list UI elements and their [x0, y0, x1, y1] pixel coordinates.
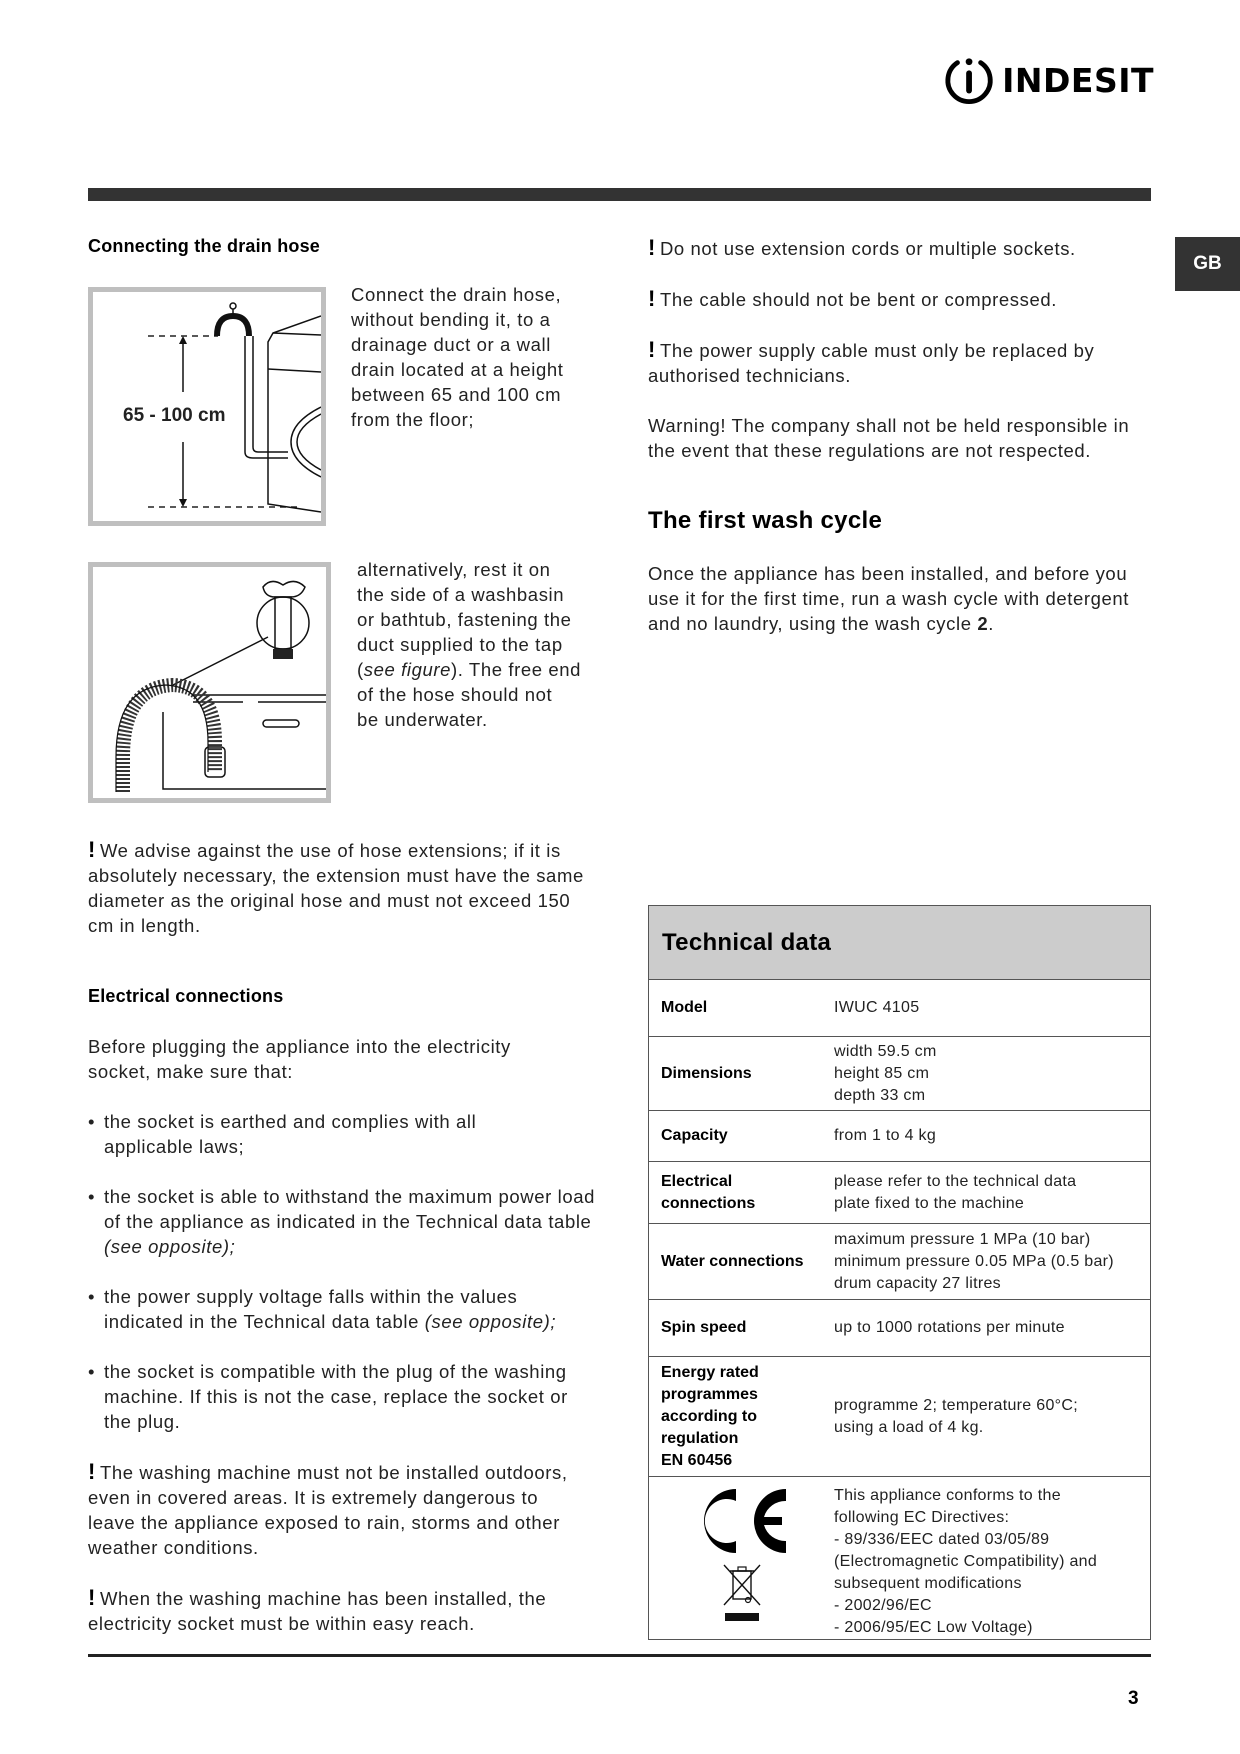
- table-row-conformity: [649, 1477, 1150, 1639]
- see-opposite-reference: (see opposite);: [424, 1311, 557, 1332]
- value-line: from 1 to 4 kg: [834, 1127, 937, 1144]
- text-line: the side of a washbasin: [357, 584, 565, 605]
- warning-exclamation-icon: !: [88, 1585, 96, 1610]
- washbasin-figure: [88, 562, 331, 803]
- warning-exclamation-icon: !: [88, 837, 96, 862]
- row-label: [649, 1063, 834, 1085]
- value-line: plate fixed to the machine: [834, 1194, 1025, 1212]
- language-tab-label: GB: [1193, 253, 1222, 274]
- label-line: Energy rated: [661, 1363, 759, 1381]
- value-line: subsequent modifications: [834, 1575, 1022, 1592]
- text-line: be underwater.: [357, 709, 488, 730]
- label-line: Water connections: [661, 1252, 804, 1270]
- warning-exclamation-icon: !: [648, 286, 656, 311]
- page-number: 3: [1128, 1688, 1139, 1709]
- label-line: Dimensions: [661, 1064, 752, 1082]
- text-fragment: ). The free end: [451, 659, 582, 680]
- cable-bend-warning: [648, 286, 1158, 312]
- value-line: using a load of 4 kg.: [834, 1418, 984, 1436]
- value-line: - 2006/95/EC Low Voltage): [834, 1619, 1033, 1636]
- warning-text: We advise against the use of hose extensions; if it is absolutely necessary, the extension must have the same diameter as the original hose and must not exceed 150 cm in length.: [88, 840, 584, 936]
- table-row-dimensions: [649, 1037, 1150, 1111]
- checklist-text: the socket is earthed and complies with all applicable laws;: [104, 1111, 477, 1157]
- washbasin-instructions: [357, 557, 597, 732]
- value-line: depth 33 cm: [834, 1086, 926, 1104]
- label-line: Electrical: [661, 1172, 733, 1190]
- conformity-marks: [649, 1485, 834, 1625]
- label-line: Model: [661, 999, 708, 1016]
- electrical-section: [88, 1034, 598, 1661]
- socket-reach-warning: [88, 1585, 598, 1636]
- row-value: [834, 1125, 1150, 1147]
- value-line: up to 1000 rotations per minute: [834, 1319, 1065, 1336]
- text-line: Connect the drain hose,: [351, 284, 562, 305]
- row-value: [834, 1171, 1150, 1215]
- technical-data-title: Technical data: [662, 928, 832, 956]
- technical-data-table: [648, 905, 1151, 1640]
- label-line: connections: [661, 1194, 756, 1212]
- value-line: following EC Directives:: [834, 1509, 1010, 1526]
- indesit-logo: [944, 52, 1154, 108]
- value-line: height 85 cm: [834, 1064, 930, 1082]
- table-row-water: [649, 1224, 1150, 1300]
- indesit-i-logo-icon: [944, 54, 994, 106]
- row-value: [834, 1041, 1150, 1107]
- value-line: IWUC 4105: [834, 999, 920, 1016]
- weee-crossed-bin-icon: [720, 1563, 764, 1625]
- warning-text: The power supply cable must only be replaced by authorised technicians.: [648, 340, 1095, 386]
- value-line: - 2002/96/EC: [834, 1597, 932, 1614]
- table-row-energy: [649, 1357, 1150, 1477]
- value-line: - 89/336/EEC dated 03/05/89: [834, 1531, 1050, 1548]
- text-fragment: (: [357, 659, 364, 680]
- table-row-capacity: [649, 1111, 1150, 1162]
- brand-name: INDESIT: [1002, 60, 1154, 100]
- warning-text: The cable should not be bent or compressed.: [659, 289, 1057, 310]
- row-label: [649, 1362, 834, 1472]
- checklist-item: [88, 1359, 589, 1434]
- technical-data-header: [649, 906, 1150, 980]
- checklist-item: [88, 1184, 598, 1259]
- cable-replacement-warning: [648, 337, 1138, 388]
- label-line: according to: [661, 1407, 758, 1425]
- first-wash-text: [648, 561, 1143, 636]
- checklist-text: the socket is able to withstand the maximum power load of the appliance as indicated in the Technical data table: [104, 1186, 596, 1232]
- header-rule: [88, 188, 1151, 201]
- outdoor-warning: [88, 1459, 568, 1560]
- value-line: drum capacity 27 litres: [834, 1274, 1001, 1292]
- electrical-intro: Before plugging the appliance into the electricity socket, make sure that:: [88, 1036, 511, 1082]
- table-row-electrical: [649, 1162, 1150, 1224]
- label-line: EN 60456: [661, 1451, 733, 1469]
- row-value: [834, 997, 1150, 1019]
- row-value: [834, 1395, 1150, 1439]
- text-line: duct supplied to the tap: [357, 634, 563, 655]
- row-label: [649, 1251, 834, 1273]
- table-row-model: [649, 980, 1150, 1037]
- conformity-text: [834, 1485, 1150, 1639]
- first-wash-instructions: Once the appliance has been installed, and before you use it for the first time, run a wash cycle with detergent and no laundry, using the wash cycle: [648, 563, 1130, 634]
- checklist-text: the socket is compatible with the plug of the washing machine. If this is not the case, replace the socket or the plug.: [104, 1361, 568, 1432]
- power-warnings: [648, 235, 1158, 488]
- checklist-item: [88, 1284, 594, 1334]
- value-line: width 59.5 cm: [834, 1042, 937, 1060]
- value-line: programme 2; temperature 60°C;: [834, 1396, 1078, 1414]
- text-line: between 65 and 100 cm: [351, 384, 562, 405]
- liability-disclaimer: Warning! The company shall not be held responsible in the event that these regulations are not respected.: [648, 415, 1130, 461]
- text-line: drainage duct or a wall: [351, 334, 551, 355]
- hose-extension-warning: [88, 837, 598, 938]
- height-range-label: 65 - 100 cm: [123, 405, 226, 426]
- text-line: of the hose should not: [357, 684, 553, 705]
- hose-on-washbasin-illustration: [93, 567, 326, 798]
- text-line: or bathtub, fastening the: [357, 609, 572, 630]
- language-tab: [1175, 237, 1240, 291]
- value-line: (Electromagnetic Compatibility) and: [834, 1553, 1098, 1570]
- value-line: This appliance conforms to the: [834, 1487, 1061, 1504]
- footer-rule: [88, 1654, 1151, 1657]
- warning-exclamation-icon: !: [648, 235, 656, 260]
- text-line: drain located at a height: [351, 359, 564, 380]
- value-line: minimum pressure 0.05 MPa (0.5 bar): [834, 1252, 1114, 1270]
- row-label: [649, 1171, 834, 1215]
- row-value: [834, 1317, 1150, 1339]
- ce-mark-icon: [692, 1485, 792, 1557]
- value-line: maximum pressure 1 MPa (10 bar): [834, 1230, 1091, 1248]
- drain-hose-heading: Connecting the drain hose: [88, 236, 321, 256]
- see-opposite-reference: (see opposite);: [104, 1236, 236, 1257]
- warning-exclamation-icon: !: [88, 1459, 96, 1484]
- label-line: Spin speed: [661, 1319, 747, 1336]
- text-fragment: .: [988, 613, 994, 634]
- label-line: Capacity: [661, 1127, 728, 1144]
- row-value: [834, 1229, 1150, 1295]
- see-figure-reference: see figure: [363, 659, 452, 680]
- extension-cord-warning: [648, 235, 1158, 261]
- warning-exclamation-icon: !: [648, 337, 656, 362]
- electrical-heading: Electrical connections: [88, 986, 284, 1006]
- text-line: without bending it, to a: [351, 309, 551, 330]
- warning-text: The washing machine must not be installed outdoors, even in covered areas. It is extremely dangerous to leave the appliance exposed to rain, storms and other weather conditions.: [88, 1462, 568, 1558]
- warning-text: Do not use extension cords or multiple sockets.: [659, 238, 1076, 259]
- label-line: programmes: [661, 1385, 758, 1403]
- row-label: [649, 1125, 834, 1147]
- electrical-checklist: [88, 1109, 598, 1434]
- wash-cycle-number: 2: [977, 613, 989, 634]
- table-row-spin-speed: [649, 1300, 1150, 1357]
- checklist-text: the power supply voltage falls within the values indicated in the Technical data table: [104, 1286, 518, 1332]
- checklist-item: [88, 1109, 524, 1159]
- text-line: from the floor;: [351, 409, 475, 430]
- first-wash-heading: The first wash cycle: [648, 507, 883, 534]
- drain-hose-instructions: [351, 282, 591, 432]
- text-line: [357, 657, 597, 682]
- value-line: please refer to the technical data: [834, 1172, 1077, 1190]
- row-label: [649, 997, 834, 1019]
- text-line: alternatively, rest it on: [357, 559, 551, 580]
- label-line: regulation: [661, 1429, 739, 1447]
- row-label: [649, 1317, 834, 1339]
- warning-text: When the washing machine has been installed, the electricity socket must be within easy reach.: [88, 1588, 547, 1634]
